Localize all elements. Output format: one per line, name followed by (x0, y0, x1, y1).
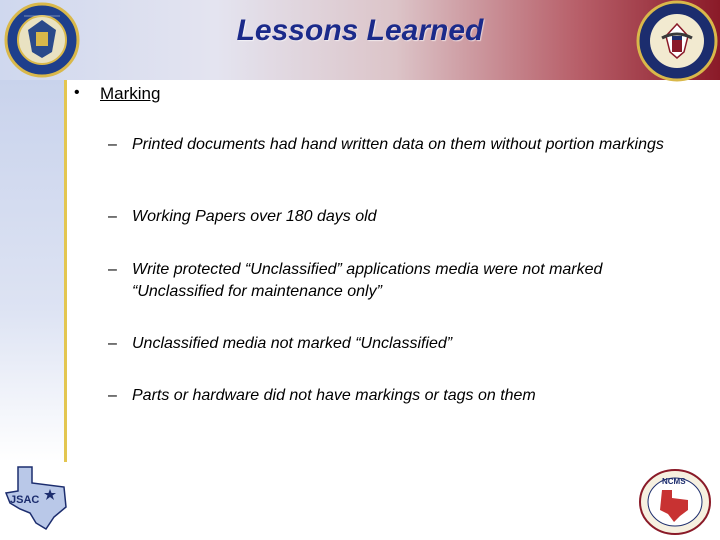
sub-point-text: Working Papers over 180 days old (132, 208, 377, 225)
dash-marker: – (108, 335, 117, 352)
sub-point-1 (108, 134, 678, 156)
dash-marker: – (108, 208, 117, 225)
sub-point-text: Unclassified media not marked “Unclassified” (132, 335, 453, 352)
sub-point-text: Printed documents had hand written data on them without portion markings (132, 136, 664, 153)
sidebar-divider (64, 80, 67, 462)
dash-marker: – (108, 387, 117, 404)
dash-marker: – (108, 261, 117, 278)
sub-point-text: Write protected “Unclassified” applications media were not marked “Unclassified for maintenance only” (132, 261, 603, 300)
slide-title: Lessons Learned (236, 14, 484, 47)
sub-point-5 (108, 385, 678, 407)
main-bullet-text: Marking (100, 84, 161, 103)
jsac-logo-icon (4, 463, 72, 533)
sub-point-text: Parts or hardware did not have markings or tags on them (132, 387, 536, 404)
dash-marker: – (108, 136, 117, 153)
sub-point-3 (108, 259, 678, 303)
ncms-logo-text: NCMS (662, 477, 686, 486)
ncms-logo-icon (638, 468, 712, 536)
jsac-logo-text: JSAC (10, 494, 40, 506)
sub-point-4 (108, 333, 678, 355)
left-sidebar-band (0, 80, 64, 462)
sub-point-2 (108, 206, 678, 228)
bullet-marker: • (74, 84, 80, 101)
